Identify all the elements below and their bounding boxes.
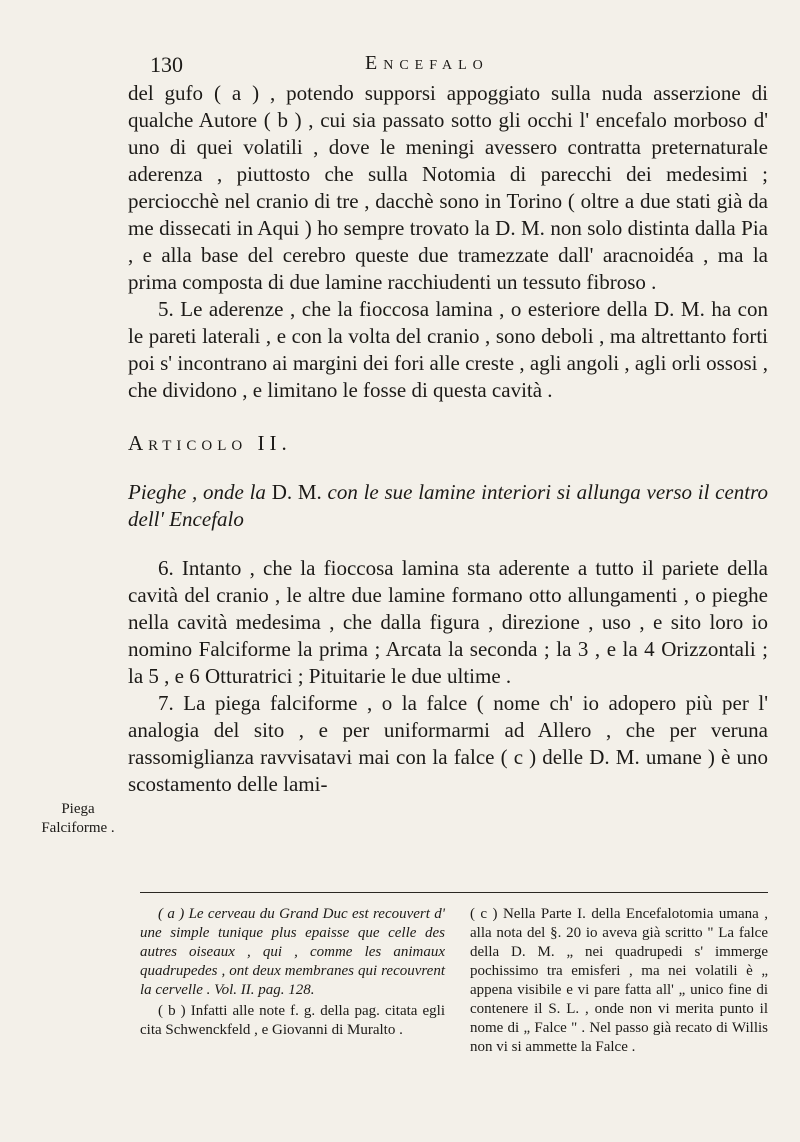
main-text (128, 80, 768, 798)
paragraph-7: 7. La piega falciforme , o la falce ( nome ch' io adopero più per l' analogia del sito , e per uniformarmi ad Allero , che per veruna rassomiglianza ravvisatavi mai con la falce ( c ) delle D. M. umane ) è uno scostamento delle lami- (128, 691, 768, 796)
article-subtitle-part-c: con le sue lamine interiori si allunga verso il centro dell' Encefalo (128, 480, 769, 531)
article-subtitle-part-b: D. M. (271, 480, 322, 504)
paragraph-6: 6. Intanto , che la fioccosa lamina sta aderente a tutto il pariete della cavità del cranio , le altre due lamine formano otto allungamenti , o pieghe nella cavità medesima , che dalla figura , direzione , uso , e sito loro io nomino Falciforme la prima ; Arcata la seconda ; la 3 , e la 4 Orizzontali ; la 5 , e 6 Otturatrici ; Pituitarie le due ultime . (128, 556, 768, 688)
page-number: 130 (150, 52, 183, 77)
article-subtitle (128, 479, 768, 533)
paragraph-continued: del gufo ( a ) , potendo supporsi appoggiato sulla nuda asserzione di qualche Autore ( b ) , cui sia passato sotto gli occhi l' encefalo morboso d' uno di quei volatili , dove le meningi avessero contratta preternaturale aderenza , piuttosto che sulla Notomia di parecchi dei medesimi ; perciocchè nel cranio di tre , dacchè sono in Torino ( oltre a due stati già da me dissecati in Aqui ) ho sempre trovato la D. M. non solo distinta dalla Pia , e alla base del cerebro queste due tramezzate dall' aracnoidéa , ma la prima composta di due lamine racchiudenti un tessuto fibroso . (128, 81, 768, 294)
page-header (150, 52, 770, 82)
running-title: Encefalo (365, 52, 489, 74)
article-subtitle-part-a: Pieghe , onde la (128, 480, 266, 504)
margin-note: Piega Falciforme . (41, 801, 115, 836)
footnote-b: ( b ) Infatti alle note f. g. della pag. citata egli cita Schwenckfeld , e Giovanni di Muralto . (140, 1003, 445, 1038)
footnote-a (140, 905, 445, 1000)
footnote-divider (140, 892, 768, 893)
article-heading: Articolo II. (128, 431, 292, 455)
footnote-c: ( c ) Nella Parte I. della Encefalotomia umana , alla nota del §. 20 io aveva già scritto " La falce della D. M. „ nei quadrupedi s' immerge pochissimo tra emisferi , ma nei volatili è „ appena visibile e vi pare fatta all' „ unico fine di contenere il S. L. , onde non vi merita punto il nome di „ Falce " . Nel passo già recato di Willis non vi si ammette la Falce . (470, 906, 768, 1055)
footnotes-right-column (470, 905, 768, 1059)
paragraph-5: 5. Le aderenze , che la fioccosa lamina , o esteriore della D. M. ha con le pareti laterali , e con la volta del cranio , sono deboli , ma altrettanto forti poi s' incontrano ai margini dei fori alle creste , agli angoli , agli orli ossosi , che dividono , e limitano le fosse di questa cavità . (128, 297, 768, 402)
footnote-a-text: ( a ) Le cerveau du Grand Duc est recouvert d' une simple tunique plus epaisse que celle des autres oiseaux , qui , comme les animaux quadrupedes , ont deux membranes qui recouvrent la cervelle . Vol. II. pag. 128. (140, 906, 445, 998)
footnotes-left-column (140, 905, 445, 1042)
